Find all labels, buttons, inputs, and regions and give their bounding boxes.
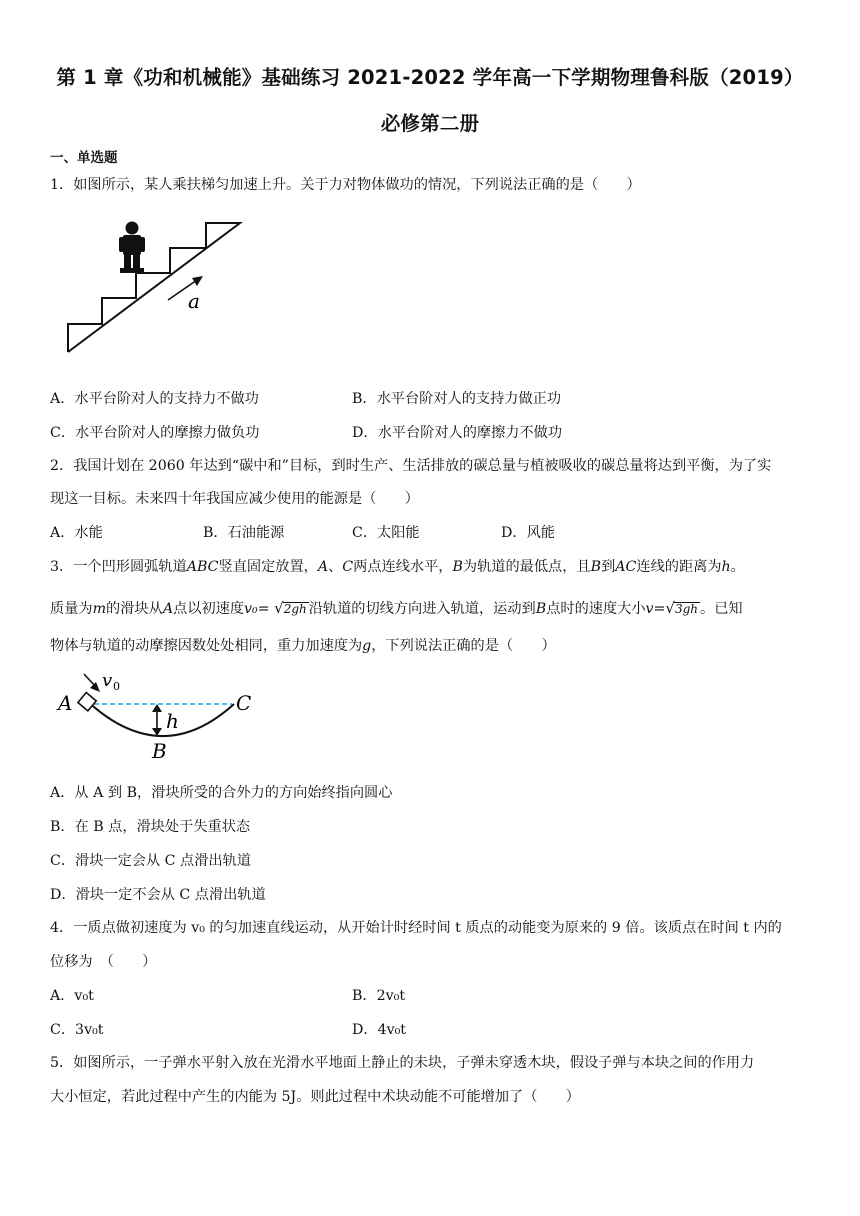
q3-sqrt-3gh: 3gh xyxy=(674,602,699,616)
section-heading: 一、单选题 xyxy=(50,150,118,166)
q2-stem-line2: 现这一目标。未来四十年我国应减少使用的能源是（ ） xyxy=(50,491,419,507)
q3-v0-label: v xyxy=(102,670,113,691)
q3-sqrt-2gh: 2gh xyxy=(283,602,307,616)
q1-option-d[interactable]: D．水平台阶对人的摩擦力不做功 xyxy=(352,425,563,441)
q3-option-a[interactable]: A．从 A 到 B，滑块所受的合外力的方向始终指向圆心 xyxy=(50,785,393,801)
q3-h-label: h xyxy=(166,709,179,733)
q3-stem-line1: 3．一个凹形圆弧轨道ABC竖直固定放置，A、C两点连线水平，B为轨道的最低点，且B到AC连线的距离为h。 xyxy=(50,559,745,575)
q2-stem-line1: 2．我国计划在 2060 年达到“碳中和”目标，到时生产、生活排放的碳总量与植被吸收的碳总量将达到平衡，为了实 xyxy=(50,458,772,474)
q2-option-c[interactable]: C．太阳能 xyxy=(352,525,420,541)
q3-track-figure xyxy=(54,666,274,761)
document-title-line2: 必修第二册 xyxy=(380,112,480,135)
q1-stem: 1．如图所示，某人乘扶梯匀加速上升。关于力对物体做功的情况，下列说法正确的是（ ） xyxy=(50,177,641,193)
q4-stem-line2: 位移为 （ ） xyxy=(50,954,157,970)
q1-acceleration-label: a xyxy=(188,289,200,313)
q3-point-a-label: A xyxy=(58,691,73,715)
q3-option-c[interactable]: C．滑块一定会从 C 点滑出轨道 xyxy=(50,853,251,869)
q4-option-c[interactable]: C．3v₀t xyxy=(50,1022,104,1038)
q4-option-a[interactable]: A．v₀t xyxy=(50,988,94,1004)
q4-stem-line1: 4．一质点做初速度为 v₀ 的匀加速直线运动，从开始计时经时间 t 质点的动能变为原来的 9 倍。该质点在时间 t 内的 xyxy=(50,920,782,936)
q3-stem-line2: 质量为m的滑块从A点以初速度v₀= √2gh 沿轨道的切线方向进入轨道，运动到B点时的速度大小v=√3gh 。已知 xyxy=(50,599,743,617)
q2-option-b[interactable]: B．石油能源 xyxy=(203,525,285,541)
q3-option-d[interactable]: D．滑块一定不会从 C 点滑出轨道 xyxy=(50,887,266,903)
document-title-line1: 第 1 章《功和机械能》基础练习 2021-2022 学年高一下学期物理鲁科版（2019） xyxy=(56,66,804,89)
q5-stem-line1: 5．如图所示，一子弹水平射入放在光滑水平地面上静止的未块，子弹未穿透木块，假设子弹与本块之间的作用力 xyxy=(50,1055,755,1071)
q1-option-c[interactable]: C．水平台阶对人的摩擦力做负功 xyxy=(50,425,260,441)
q3-point-b-label: B xyxy=(152,739,167,761)
q3-v0-subscript: 0 xyxy=(113,680,120,693)
q2-option-a[interactable]: A．水能 xyxy=(50,525,103,541)
q3-option-b[interactable]: B．在 B 点，滑块处于失重状态 xyxy=(50,819,251,835)
q1-escalator-figure xyxy=(62,210,262,360)
q4-option-b[interactable]: B．2v₀t xyxy=(352,988,406,1004)
q3-point-c-label: C xyxy=(236,691,252,715)
q1-option-a[interactable]: A．水平台阶对人的支持力不做功 xyxy=(50,391,259,407)
q2-option-d[interactable]: D．风能 xyxy=(501,525,555,541)
q3-stem-line3: 物体与轨道的动摩擦因数处处相同，重力加速度为g，下列说法正确的是（ ） xyxy=(50,638,556,654)
q5-stem-line2: 大小恒定，若此过程中产生的内能为 5J。则此过程中术块动能不可能增加了（ ） xyxy=(50,1089,580,1105)
q1-option-b[interactable]: B．水平台阶对人的支持力做正功 xyxy=(352,391,562,407)
q4-option-d[interactable]: D．4v₀t xyxy=(352,1022,406,1038)
